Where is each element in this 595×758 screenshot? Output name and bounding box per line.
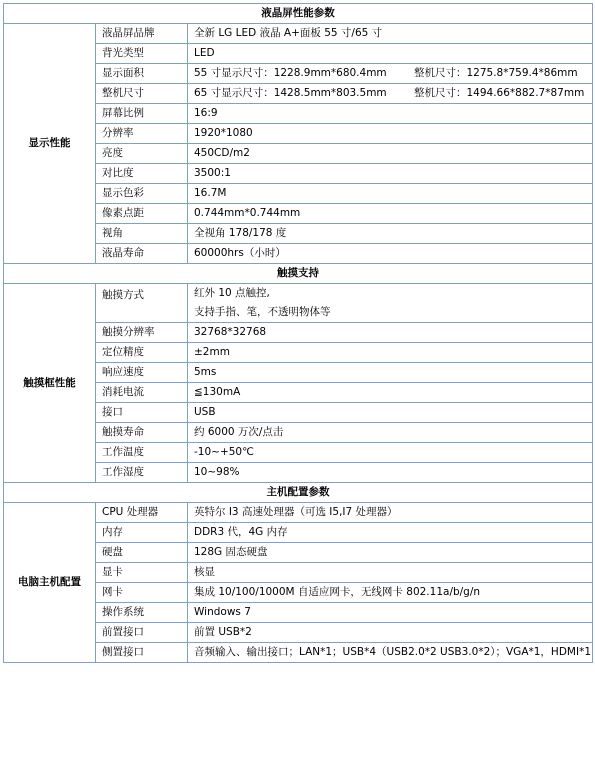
display-size-text: 65 寸显示尺寸：1428.5mm*803.5mm bbox=[194, 87, 387, 99]
group-label: 显示性能 bbox=[4, 24, 96, 264]
spec-value bbox=[188, 64, 593, 84]
spec-value bbox=[188, 244, 593, 264]
spec-value-text: 5ms bbox=[194, 366, 217, 378]
spec-label: 触摸寿命 bbox=[96, 423, 188, 443]
spec-value-text: LED bbox=[194, 47, 215, 59]
spec-label: 侧置接口 bbox=[96, 643, 188, 663]
spec-value bbox=[188, 284, 593, 323]
spec-value bbox=[188, 583, 593, 603]
spec-value-text: 约 6000 万次/点击 bbox=[194, 426, 284, 438]
spec-value bbox=[188, 343, 593, 363]
spec-label: 消耗电流 bbox=[96, 383, 188, 403]
spec-value bbox=[188, 164, 593, 184]
spec-value-text: USB bbox=[194, 406, 216, 418]
spec-label: 显示面积 bbox=[96, 64, 188, 84]
spec-label: 内存 bbox=[96, 523, 188, 543]
spec-label: 亮度 bbox=[96, 144, 188, 164]
spec-value bbox=[188, 563, 593, 583]
spec-value bbox=[188, 643, 593, 663]
spec-value bbox=[188, 144, 593, 164]
size-pair bbox=[194, 64, 586, 83]
spec-value bbox=[188, 603, 593, 623]
spec-value-text: 全视角 178/178 度 bbox=[194, 227, 287, 239]
spec-value-text: 核显 bbox=[194, 566, 215, 578]
group-label: 触摸框性能 bbox=[4, 284, 96, 483]
spec-row bbox=[4, 503, 593, 523]
section-title: 主机配置参数 bbox=[4, 483, 593, 503]
spec-value bbox=[188, 24, 593, 44]
spec-value bbox=[188, 184, 593, 204]
spec-row bbox=[4, 24, 593, 44]
section-title-row bbox=[4, 483, 593, 503]
spec-value-line: 红外 10 点触控, bbox=[194, 287, 270, 299]
spec-value bbox=[188, 623, 593, 643]
machine-size-text: 整机尺寸：1494.66*882.7*87mm bbox=[414, 87, 585, 99]
spec-value-text: 128G 固态硬盘 bbox=[194, 546, 268, 558]
section-title: 触摸支持 bbox=[4, 264, 593, 284]
spec-value bbox=[188, 323, 593, 343]
spec-value-text: 10~98% bbox=[194, 466, 240, 478]
spec-value bbox=[188, 423, 593, 443]
spec-value-text: 全新 LG LED 液晶 A+面板 55 寸/65 寸 bbox=[194, 27, 383, 39]
spec-label: 触摸分辨率 bbox=[96, 323, 188, 343]
spec-label: 显卡 bbox=[96, 563, 188, 583]
spec-value-text: 音频输入、输出接口；LAN*1；USB*4（USB2.0*2 USB3.0*2）；VGA*1，HDMI*1 bbox=[194, 646, 591, 658]
spec-value-text: 450CD/m2 bbox=[194, 147, 250, 159]
spec-label: 定位精度 bbox=[96, 343, 188, 363]
spec-value bbox=[188, 104, 593, 124]
spec-label: 分辨率 bbox=[96, 124, 188, 144]
spec-label: CPU 处理器 bbox=[96, 503, 188, 523]
section-title-row bbox=[4, 264, 593, 284]
spec-label: 硬盘 bbox=[96, 543, 188, 563]
spec-value-text: ±2mm bbox=[194, 346, 230, 358]
spec-value bbox=[188, 124, 593, 144]
spec-value bbox=[188, 523, 593, 543]
spec-label: 操作系统 bbox=[96, 603, 188, 623]
spec-value-text: -10~+50℃ bbox=[194, 446, 254, 458]
spec-label: 屏幕比例 bbox=[96, 104, 188, 124]
spec-value bbox=[188, 204, 593, 224]
spec-label: 视角 bbox=[96, 224, 188, 244]
spec-value-text: 16:9 bbox=[194, 107, 218, 119]
spec-value bbox=[188, 443, 593, 463]
spec-table-body bbox=[4, 4, 593, 663]
spec-value bbox=[188, 463, 593, 483]
spec-value-text: 英特尔 I3 高速处理器（可选 I5,I7 处理器） bbox=[194, 506, 398, 518]
spec-value bbox=[188, 543, 593, 563]
spec-label: 对比度 bbox=[96, 164, 188, 184]
spec-label: 液晶屏品牌 bbox=[96, 24, 188, 44]
spec-row bbox=[4, 284, 593, 323]
section-title: 液晶屏性能参数 bbox=[4, 4, 593, 24]
spec-label: 工作温度 bbox=[96, 443, 188, 463]
spec-value-text: DDR3 代，4G 内存 bbox=[194, 526, 288, 538]
spec-label: 响应速度 bbox=[96, 363, 188, 383]
spec-label: 接口 bbox=[96, 403, 188, 423]
spec-label: 整机尺寸 bbox=[96, 84, 188, 104]
spec-label: 前置接口 bbox=[96, 623, 188, 643]
spec-value-text: 16.7M bbox=[194, 187, 227, 199]
section-title-row bbox=[4, 4, 593, 24]
spec-value bbox=[188, 84, 593, 104]
spec-label: 网卡 bbox=[96, 583, 188, 603]
spec-value-text: 60000hrs（小时） bbox=[194, 247, 286, 259]
spec-value bbox=[188, 224, 593, 244]
spec-value-text: 32768*32768 bbox=[194, 326, 267, 338]
spec-label: 触摸方式 bbox=[96, 284, 188, 323]
spec-table bbox=[3, 3, 593, 663]
size-pair bbox=[194, 84, 586, 103]
spec-value-text: 1920*1080 bbox=[194, 127, 253, 139]
spec-value bbox=[188, 383, 593, 403]
spec-label: 像素点距 bbox=[96, 204, 188, 224]
spec-value bbox=[188, 44, 593, 64]
display-size-text: 55 寸显示尺寸：1228.9mm*680.4mm bbox=[194, 67, 387, 79]
spec-value-text: ≦130mA bbox=[194, 386, 241, 398]
spec-value-text: 3500:1 bbox=[194, 167, 231, 179]
spec-label: 液晶寿命 bbox=[96, 244, 188, 264]
machine-size-text: 整机尺寸：1275.8*759.4*86mm bbox=[414, 67, 578, 79]
spec-value-text: 0.744mm*0.744mm bbox=[194, 207, 301, 219]
group-label: 电脑主机配置 bbox=[4, 503, 96, 663]
spec-value-line: 支持手指、笔，不透明物体等 bbox=[194, 306, 331, 318]
spec-label: 背光类型 bbox=[96, 44, 188, 64]
spec-value-text: 集成 10/100/1000M 自适应网卡，无线网卡 802.11a/b/g/n bbox=[194, 586, 481, 598]
spec-value bbox=[188, 363, 593, 383]
spec-label: 显示色彩 bbox=[96, 184, 188, 204]
spec-value-text: Windows 7 bbox=[194, 606, 251, 618]
spec-value-text: 前置 USB*2 bbox=[194, 626, 252, 638]
spec-value bbox=[188, 403, 593, 423]
spec-value bbox=[188, 503, 593, 523]
spec-label: 工作湿度 bbox=[96, 463, 188, 483]
